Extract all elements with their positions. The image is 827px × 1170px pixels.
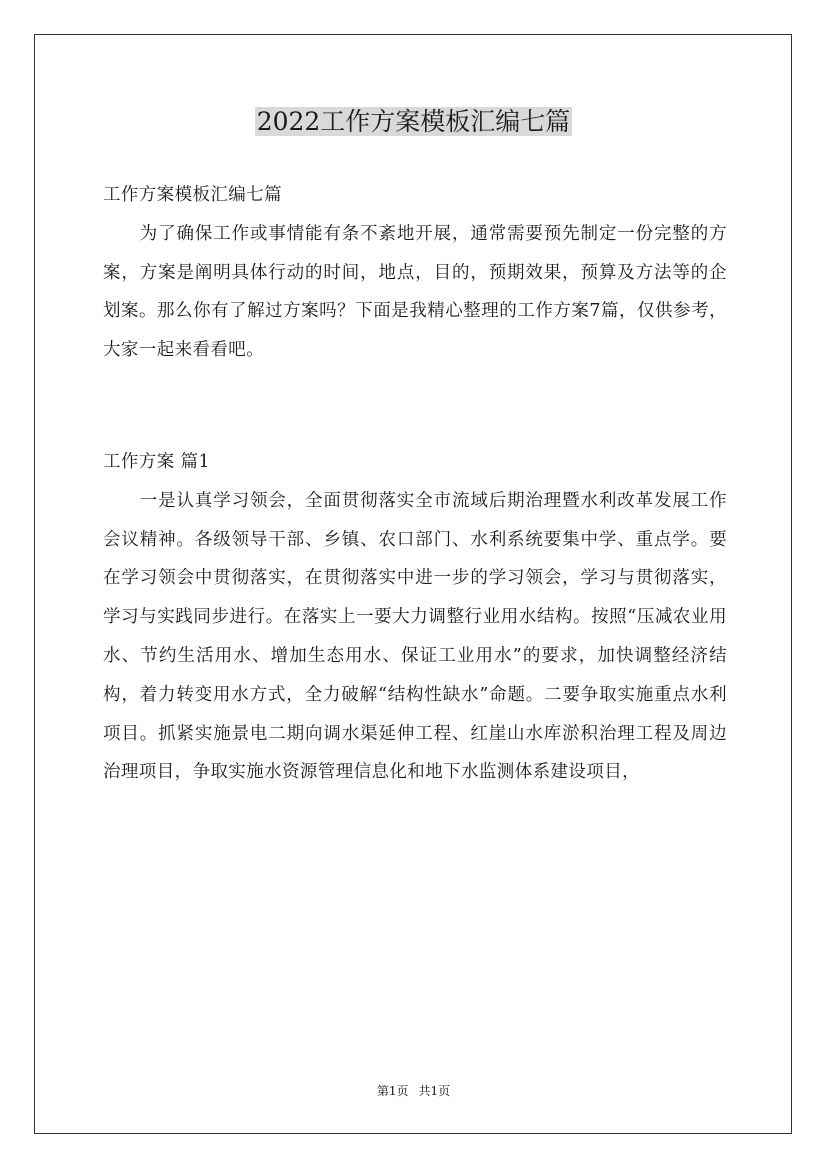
section-heading: 工作方案 篇1	[103, 451, 210, 472]
intro-heading: 工作方案模板汇编七篇	[103, 185, 282, 205]
section-paragraph: 一是认真学习领会，全面贯彻落实全市流域后期治理暨水利改革发展工作会议精神。各级领导干部、乡镇、农口部门、水利系统要集中学、重点学。要在学习领会中贯彻落实，在贯彻落实中进一步的学习领会，学习与贯彻落实，学习与实践同步进行。在落实上一要大力调整行业用水结构。按照“压减农业用水、节约生活用水、增加生态用水、保证工业用水”的要求，加快调整经济结构，着力转变用水方式，全力破解“结构性缺水”命题。二要争取实施重点水利项目。抓紧实施景电二期向调水渠延伸工程、红崖山水库淤积治理工程及周边治理项目，争取实施水资源管理信息化和地下水监测体系建设项目，	[103, 490, 727, 783]
document-body	[103, 176, 727, 792]
document-title-text: 2022工作方案模板汇编七篇	[256, 107, 571, 136]
section-spacer	[103, 370, 727, 443]
page-number-current: 第1页	[376, 1084, 409, 1098]
page-number-total: 共1页	[418, 1084, 451, 1098]
document-title	[0, 104, 827, 140]
page-footer	[0, 1083, 827, 1099]
intro-paragraph: 为了确保工作或事情能有条不紊地开展，通常需要预先制定一份完整的方案，方案是阐明具体行动的时间，地点，目的，预期效果，预算及方法等的企划案。那么你有了解过方案吗？下面是我精心整理的工作方案7篇，仅供参考，大家一起来看看吧。	[103, 223, 727, 361]
